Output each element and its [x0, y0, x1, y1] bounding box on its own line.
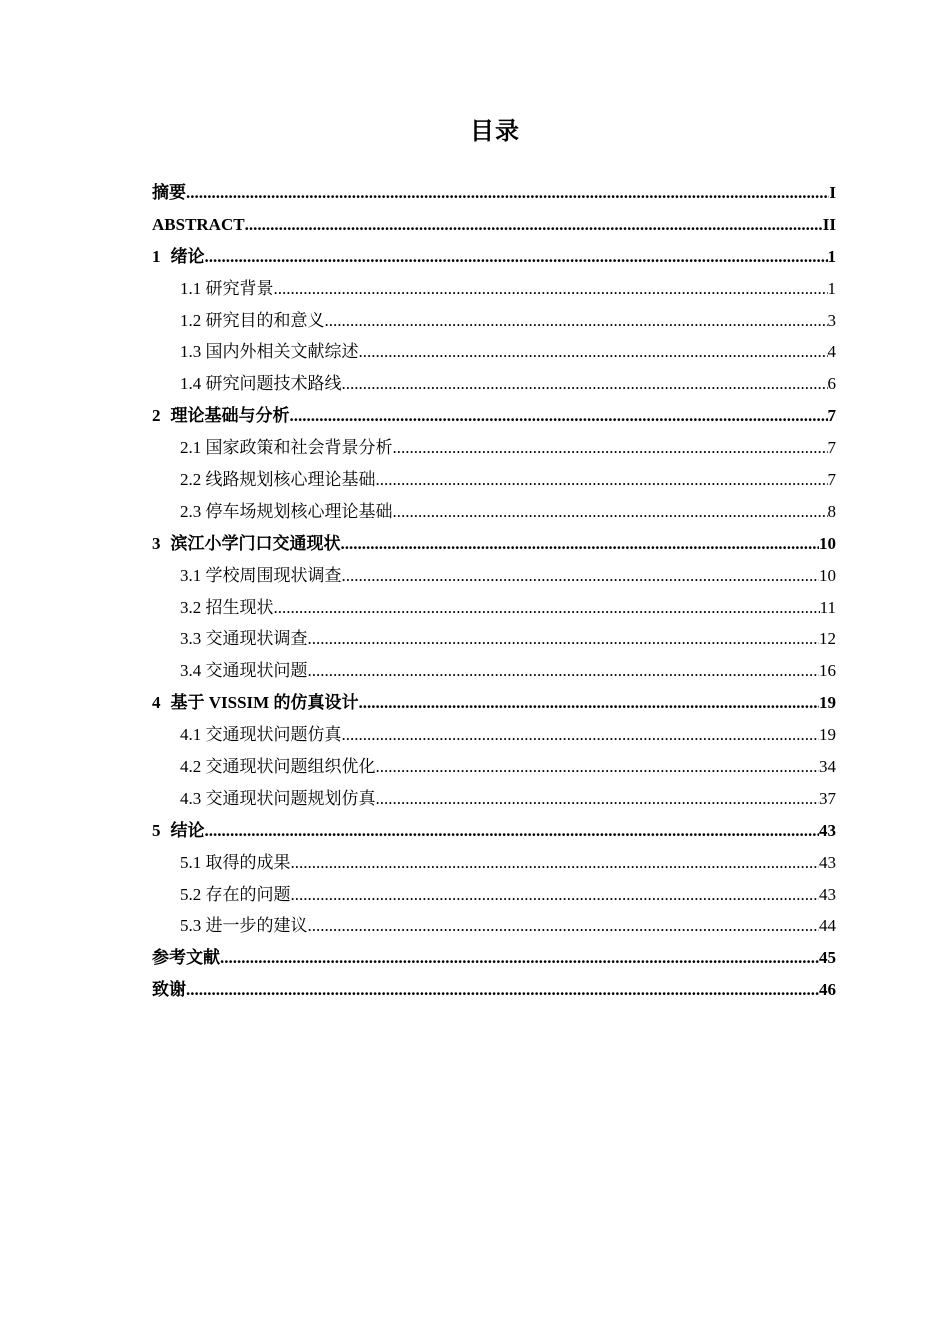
- toc-entry-page: I: [829, 183, 836, 202]
- toc-entry-label: 5.3 进一步的建议: [180, 916, 308, 936]
- toc-entry-section-3-2[interactable]: [152, 592, 836, 624]
- toc-entry-label: [152, 400, 290, 432]
- toc-entry-page: 37: [819, 788, 836, 808]
- toc-entry-number: 1: [152, 246, 161, 266]
- toc-entry-label: 3.1 学校周围现状调查: [180, 565, 342, 585]
- toc-dot-leader: [325, 305, 828, 337]
- toc-dot-leader: [376, 783, 820, 815]
- toc-entry-page: 7: [827, 406, 836, 426]
- toc-entry-section-3-4[interactable]: [152, 655, 836, 687]
- toc-entry-label: 参考文献: [152, 948, 220, 968]
- toc-entry-section-2-1[interactable]: [152, 432, 836, 464]
- toc-entry-section-1-2[interactable]: [152, 305, 836, 337]
- toc-entry-section-4-2[interactable]: [152, 751, 836, 783]
- toc-entry-chapter-5[interactable]: [152, 815, 836, 847]
- toc-dot-leader: [245, 209, 823, 241]
- toc-entry-label: 2.2 线路规划核心理论基础: [180, 470, 376, 490]
- toc-dot-leader: [341, 528, 820, 560]
- toc-entry-page: 12: [819, 629, 836, 649]
- toc-entry-section-1-1[interactable]: [152, 273, 836, 305]
- toc-entry-section-4-3[interactable]: [152, 783, 836, 815]
- toc-dot-leader: [393, 432, 828, 464]
- toc-entry-label: [152, 815, 205, 847]
- toc-entry-chapter-4[interactable]: [152, 687, 836, 719]
- toc-entry-abstract-cn[interactable]: [152, 177, 836, 209]
- toc-entry-label: [152, 528, 341, 560]
- toc-entry-title: 绪论: [170, 246, 205, 266]
- toc-dot-leader: [205, 241, 828, 273]
- toc-entry-chapter-1[interactable]: [152, 241, 836, 273]
- toc-entry-section-5-1[interactable]: [152, 847, 836, 879]
- toc-dot-leader: [274, 592, 820, 624]
- toc-entry-page: 16: [819, 661, 836, 681]
- toc-entry-title: 滨江小学门口交通现状: [170, 533, 341, 553]
- toc-entry-label: 摘要: [152, 183, 186, 202]
- toc-entry-label: 4.2 交通现状问题组织优化: [180, 757, 376, 777]
- toc-entry-title: 结论: [170, 820, 205, 840]
- toc-entry-page: 19: [819, 725, 836, 745]
- toc-entry-number: 3: [152, 533, 161, 553]
- toc-entry-label: 5.2 存在的问题: [180, 884, 291, 904]
- toc-entry-page: 46: [819, 980, 836, 1000]
- toc-entry-label: 1.4 研究问题技术路线: [180, 374, 342, 394]
- toc-entry-number: 4: [152, 693, 161, 713]
- toc-entry-label: 1.1 研究背景: [180, 278, 274, 298]
- toc-entry-page: 3: [827, 310, 836, 330]
- toc-entry-page: 44: [819, 916, 836, 936]
- toc-dot-leader: [376, 464, 828, 496]
- toc-entry-section-1-4[interactable]: [152, 368, 836, 400]
- toc-entry-page: II: [822, 214, 836, 234]
- toc-dot-leader: [290, 400, 828, 432]
- toc-entry-section-4-1[interactable]: [152, 719, 836, 751]
- toc-entry-section-1-3[interactable]: [152, 336, 836, 368]
- toc-list: [152, 177, 836, 1006]
- toc-dot-leader: [308, 623, 820, 655]
- toc-dot-leader: [359, 336, 828, 368]
- toc-entry-label: 致谢: [152, 980, 186, 1000]
- toc-entry-label: 5.1 取得的成果: [180, 852, 291, 872]
- toc-entry-label: 4.3 交通现状问题规划仿真: [180, 788, 376, 808]
- toc-entry-page: 19: [819, 693, 836, 713]
- toc-entry-page: 34: [819, 757, 836, 777]
- toc-entry-acknowledgements[interactable]: [152, 974, 836, 1006]
- toc-dot-leader: [308, 910, 820, 942]
- toc-title: 目录: [470, 117, 520, 145]
- toc-entry-label: [152, 687, 358, 719]
- toc-entry-page: 10: [819, 565, 836, 585]
- toc-entry-label: 1.3 国内外相关文献综述: [180, 342, 359, 362]
- toc-dot-leader: [308, 655, 820, 687]
- toc-entry-label: 4.1 交通现状问题仿真: [180, 725, 342, 745]
- toc-entry-page: 1: [827, 246, 836, 266]
- toc-entry-page: 43: [819, 820, 836, 840]
- toc-entry-label: 3.4 交通现状问题: [180, 661, 308, 681]
- toc-entry-page: 1: [827, 278, 836, 298]
- toc-entry-label: 3.2 招生现状: [180, 597, 274, 617]
- toc-entry-label: [152, 241, 205, 273]
- toc-dot-leader: [358, 687, 819, 719]
- toc-entry-page: 4: [827, 342, 836, 362]
- toc-dot-leader: [205, 815, 820, 847]
- toc-entry-page: 43: [819, 884, 836, 904]
- toc-dot-leader: [291, 879, 820, 911]
- toc-entry-page: 7: [827, 438, 836, 458]
- toc-entry-chapter-3[interactable]: [152, 528, 836, 560]
- toc-entry-page: 11: [819, 597, 836, 617]
- toc-entry-title: 基于 VISSIM 的仿真设计: [170, 693, 359, 713]
- toc-entry-section-2-2[interactable]: [152, 464, 836, 496]
- toc-entry-chapter-2[interactable]: [152, 400, 836, 432]
- toc-entry-abstract-en[interactable]: [152, 209, 836, 241]
- toc-entry-references[interactable]: [152, 942, 836, 974]
- toc-entry-number: 2: [152, 406, 161, 426]
- toc-entry-section-5-2[interactable]: [152, 879, 836, 911]
- toc-entry-page: 10: [819, 533, 836, 553]
- toc-entry-section-3-1[interactable]: [152, 560, 836, 592]
- toc-dot-leader: [376, 751, 820, 783]
- toc-dot-leader: [186, 974, 819, 1006]
- toc-entry-page: 7: [827, 470, 836, 490]
- toc-dot-leader: [274, 273, 828, 305]
- toc-entry-page: 45: [819, 948, 836, 968]
- toc-dot-leader: [186, 177, 829, 209]
- toc-dot-leader: [342, 560, 820, 592]
- toc-entry-section-5-3[interactable]: [152, 910, 836, 942]
- toc-entry-label: ABSTRACT: [152, 214, 245, 234]
- toc-entry-number: 5: [152, 820, 161, 840]
- toc-dot-leader: [342, 719, 820, 751]
- toc-dot-leader: [291, 847, 820, 879]
- toc-entry-section-3-3[interactable]: [152, 623, 836, 655]
- toc-entry-page: 6: [827, 374, 836, 394]
- toc-dot-leader: [220, 942, 819, 974]
- toc-entry-label: 3.3 交通现状调查: [180, 629, 308, 649]
- toc-entry-page: 43: [819, 852, 836, 872]
- toc-entry-section-2-3[interactable]: [152, 496, 836, 528]
- toc-entry-label: 1.2 研究目的和意义: [180, 310, 325, 330]
- toc-entry-page: 8: [827, 501, 836, 521]
- toc-entry-label: 2.1 国家政策和社会背景分析: [180, 438, 393, 458]
- toc-entry-label: 2.3 停车场规划核心理论基础: [180, 501, 393, 521]
- toc-entry-title: 理论基础与分析: [170, 406, 290, 426]
- toc-dot-leader: [342, 368, 828, 400]
- toc-dot-leader: [393, 496, 828, 528]
